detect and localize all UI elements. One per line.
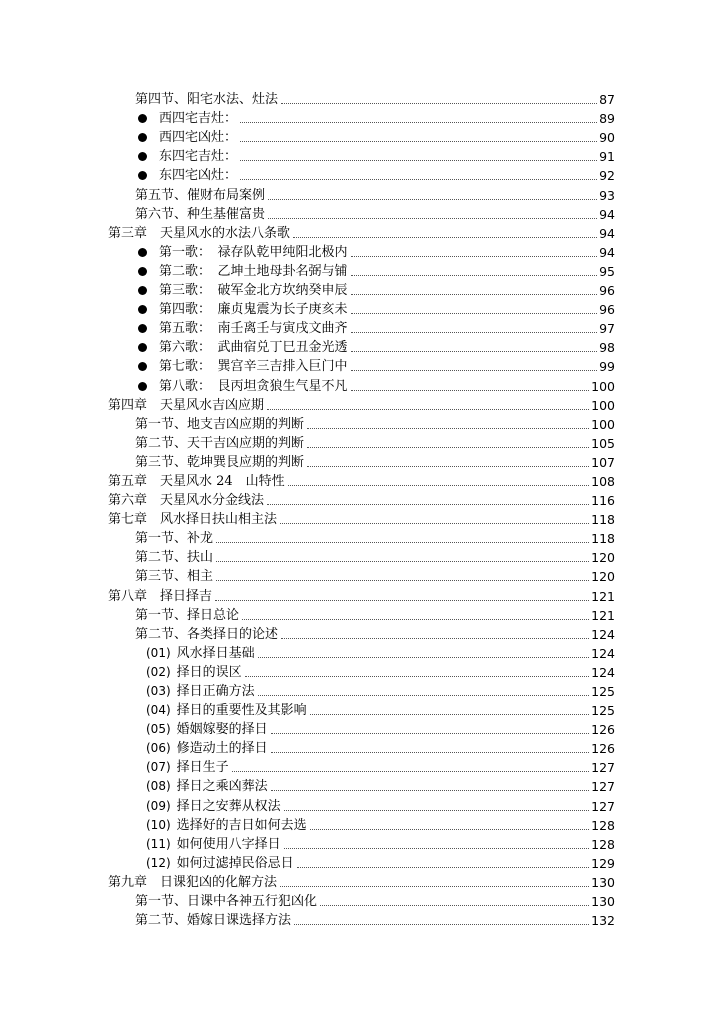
toc-entry-page: 126 xyxy=(591,741,615,757)
toc-entry-title: 如何过滤掉民俗忌日 xyxy=(176,855,294,871)
toc-entry-number: (04) xyxy=(146,703,171,718)
toc-entry-number: (11) xyxy=(146,836,171,851)
toc-entry-title: 第一节、补龙 xyxy=(135,531,214,547)
toc-entry-title: 第一歌： 禄存队乾甲纯阳北极内 xyxy=(159,244,348,260)
dot-leader xyxy=(240,122,597,123)
toc-entry-title: 婚姻嫁娶的择日 xyxy=(176,722,268,738)
toc-entry-page: 89 xyxy=(599,111,615,127)
toc-entry-title: 第五歌： 南壬离壬与寅戌文曲齐 xyxy=(159,321,348,337)
toc-entry-page: 124 xyxy=(591,664,615,680)
toc-entry-page: 125 xyxy=(591,684,615,699)
toc-entry-page: 94 xyxy=(599,244,615,260)
toc-entry-page: 125 xyxy=(591,703,615,719)
toc-entry-page: 118 xyxy=(591,531,615,547)
dot-leader xyxy=(271,790,589,791)
toc-entry-title: 西四宅凶灶： xyxy=(159,130,238,146)
toc-entry-page: 127 xyxy=(591,779,615,795)
toc-entry[interactable] xyxy=(108,241,615,260)
toc-entry[interactable] xyxy=(108,794,615,813)
dot-leader xyxy=(216,580,589,581)
toc-entry[interactable] xyxy=(108,737,615,756)
bullet-icon xyxy=(138,133,147,142)
toc-entry[interactable] xyxy=(108,260,615,279)
toc-entry-number: (05) xyxy=(146,722,171,737)
toc-entry-page: 121 xyxy=(591,607,615,623)
dot-leader xyxy=(351,275,598,276)
dot-leader xyxy=(280,886,589,887)
toc-entry[interactable] xyxy=(108,718,615,737)
toc-entry[interactable] xyxy=(108,565,615,584)
toc-entry[interactable] xyxy=(108,680,615,699)
toc-entry[interactable] xyxy=(108,394,615,413)
toc-entry-title: 风水择日基础 xyxy=(176,645,255,661)
dot-leader xyxy=(351,390,590,391)
toc-entry-title: 第八章 择日择吉 xyxy=(108,588,213,604)
dot-leader xyxy=(288,485,589,486)
toc-entry[interactable] xyxy=(108,623,615,642)
toc-entry[interactable] xyxy=(108,890,615,909)
toc-entry-page: 87 xyxy=(599,92,615,108)
dot-leader xyxy=(271,752,589,753)
dot-leader xyxy=(320,905,589,906)
dot-leader xyxy=(232,771,589,772)
toc-entry[interactable] xyxy=(108,88,615,107)
toc-entry-page: 97 xyxy=(599,321,615,337)
toc-entry-page: 94 xyxy=(599,206,615,222)
toc-entry-title: 东四宅凶灶： xyxy=(159,168,238,184)
toc-entry-page: 126 xyxy=(591,722,615,738)
toc-entry[interactable] xyxy=(108,527,615,546)
toc-entry[interactable] xyxy=(108,508,615,527)
toc-entry[interactable] xyxy=(108,661,615,680)
bullet-icon xyxy=(138,382,147,391)
toc-entry-title: 修造动土的择日 xyxy=(176,741,268,757)
dot-leader xyxy=(297,867,589,868)
toc-entry-page: 100 xyxy=(591,397,615,413)
toc-entry-title: 第二歌： 乙坤土地母卦名弼与铺 xyxy=(159,263,348,279)
dot-leader xyxy=(281,638,589,639)
toc-entry-page: 124 xyxy=(591,645,615,661)
toc-entry-title: 第二节、天干吉凶应期的判断 xyxy=(135,435,305,451)
toc-entry-page: 95 xyxy=(599,263,615,279)
toc-entry[interactable] xyxy=(108,317,615,336)
dot-leader xyxy=(215,600,589,601)
dot-leader xyxy=(258,695,589,696)
toc-entry-title: 第一节、择日总论 xyxy=(135,607,240,623)
toc-entry[interactable] xyxy=(108,145,615,164)
toc-entry-page: 105 xyxy=(591,435,615,451)
dot-leader xyxy=(284,848,589,849)
toc-entry[interactable] xyxy=(108,203,615,222)
toc-entry-title: 第九章 日课犯凶的化解方法 xyxy=(108,874,278,890)
toc-entry-title: 第七章 风水择日扶山相主法 xyxy=(108,512,278,528)
toc-entry[interactable] xyxy=(108,814,615,833)
toc-entry-title: 择日正确方法 xyxy=(176,684,255,699)
toc-entry-page: 99 xyxy=(599,359,615,375)
bullet-icon xyxy=(138,324,147,333)
toc-entry-page: 100 xyxy=(591,378,615,394)
toc-entry-page: 93 xyxy=(599,187,615,203)
dot-leader xyxy=(351,294,598,295)
toc-entry[interactable] xyxy=(108,489,615,508)
dot-leader xyxy=(351,256,598,257)
toc-entry[interactable] xyxy=(108,126,615,145)
dot-leader xyxy=(242,619,589,620)
toc-entry-number: (02) xyxy=(146,664,171,679)
toc-entry-page: 121 xyxy=(591,588,615,604)
dot-leader xyxy=(307,428,589,429)
toc-entry-page: 96 xyxy=(599,302,615,318)
toc-entry-title: 第四章 天星风水吉凶应期 xyxy=(108,397,265,413)
toc-entry-page: 116 xyxy=(591,493,615,509)
toc-entry-page: 98 xyxy=(599,340,615,356)
toc-entry-title: 第六歌： 武曲宿兑丁巳丑金光透 xyxy=(159,340,348,356)
dot-leader xyxy=(310,829,589,830)
toc-entry-page: 120 xyxy=(591,550,615,566)
toc-entry-number: (12) xyxy=(146,855,171,870)
toc-entry-title: 择日生子 xyxy=(176,760,229,776)
toc-entry-title: 择日的重要性及其影响 xyxy=(176,703,307,719)
toc-entry[interactable] xyxy=(108,642,615,661)
toc-entry-title: 第七歌： 巽宫辛三吉排入巨门中 xyxy=(159,359,348,375)
toc-entry[interactable] xyxy=(108,432,615,451)
dot-leader xyxy=(258,657,589,658)
toc-entry-title: 第五章 天星风水 24 山特性 xyxy=(108,473,285,489)
toc-entry-title: 第四节、阳宅水法、灶法 xyxy=(135,92,279,108)
toc-entry[interactable] xyxy=(108,871,615,890)
toc-entry[interactable] xyxy=(108,107,615,126)
dot-leader xyxy=(351,351,598,352)
bullet-icon xyxy=(138,343,147,352)
toc-entry-title: 如何使用八字择日 xyxy=(176,836,281,852)
toc-entry[interactable] xyxy=(108,413,615,432)
toc-entry-page: 94 xyxy=(599,225,615,241)
toc-entry[interactable] xyxy=(108,183,615,202)
dot-leader xyxy=(307,447,589,448)
toc-entry-title: 第二节、扶山 xyxy=(135,550,214,566)
table-of-contents xyxy=(108,88,615,928)
dot-leader xyxy=(294,924,589,925)
toc-entry-page: 128 xyxy=(591,817,615,833)
toc-entry-page: 92 xyxy=(599,168,615,184)
toc-entry-page: 129 xyxy=(591,855,615,871)
dot-leader xyxy=(240,179,597,180)
toc-entry-page: 120 xyxy=(591,569,615,585)
toc-entry-number: (01) xyxy=(146,645,171,660)
dot-leader xyxy=(280,523,589,524)
toc-entry-page: 91 xyxy=(599,149,615,165)
bullet-icon xyxy=(138,305,147,314)
toc-entry[interactable] xyxy=(108,470,615,489)
bullet-icon xyxy=(138,362,147,371)
toc-entry-number: (06) xyxy=(146,741,171,756)
toc-entry-title: 西四宅吉灶： xyxy=(159,111,238,127)
dot-leader xyxy=(284,810,589,811)
toc-entry[interactable] xyxy=(108,584,615,603)
dot-leader xyxy=(351,332,598,333)
toc-entry[interactable] xyxy=(108,833,615,852)
dot-leader xyxy=(293,237,597,238)
toc-entry-page: 128 xyxy=(591,836,615,852)
dot-leader xyxy=(310,714,589,715)
toc-entry-title: 第一节、地支吉凶应期的判断 xyxy=(135,416,305,432)
toc-entry-title: 择日之乘凶葬法 xyxy=(176,779,268,795)
toc-entry-page: 96 xyxy=(599,283,615,299)
dot-leader xyxy=(307,466,589,467)
toc-entry[interactable] xyxy=(108,336,615,355)
toc-entry-title: 第二节、各类择日的论述 xyxy=(135,626,279,642)
bullet-icon xyxy=(138,171,147,180)
dot-leader xyxy=(351,313,598,314)
dot-leader xyxy=(351,370,598,371)
toc-entry-title: 第二节、婚嫁日课选择方法 xyxy=(135,913,292,929)
bullet-icon xyxy=(138,286,147,295)
toc-entry[interactable] xyxy=(108,451,615,470)
toc-entry-number: (07) xyxy=(146,760,171,775)
dot-leader xyxy=(271,733,589,734)
toc-entry-title: 第四歌： 廉贞鬼震为长子庚亥未 xyxy=(159,302,348,318)
toc-entry-page: 108 xyxy=(591,473,615,489)
toc-entry-page: 130 xyxy=(591,874,615,890)
dot-leader xyxy=(240,160,597,161)
toc-entry-title: 第三章 天星风水的水法八条歌 xyxy=(108,225,291,241)
bullet-icon xyxy=(138,114,147,123)
toc-entry-title: 东四宅吉灶： xyxy=(159,149,238,165)
toc-entry[interactable] xyxy=(108,775,615,794)
toc-entry[interactable] xyxy=(108,279,615,298)
toc-entry-page: 118 xyxy=(591,512,615,528)
toc-entry-title: 第三节、乾坤巽艮应期的判断 xyxy=(135,454,305,470)
toc-entry[interactable] xyxy=(108,355,615,374)
dot-leader xyxy=(245,676,589,677)
toc-entry-number: (10) xyxy=(146,817,171,832)
bullet-icon xyxy=(138,152,147,161)
toc-entry[interactable] xyxy=(108,756,615,775)
dot-leader xyxy=(281,103,597,104)
toc-entry-title: 择日之安葬从权法 xyxy=(176,798,281,814)
toc-entry-title: 第八歌： 艮丙坦贪狼生气星不凡 xyxy=(159,378,348,394)
toc-entry[interactable] xyxy=(108,222,615,241)
toc-entry-page: 127 xyxy=(591,798,615,814)
toc-entry[interactable] xyxy=(108,298,615,317)
toc-entry-page: 127 xyxy=(591,760,615,776)
toc-entry-title: 选择好的吉日如何去选 xyxy=(176,817,307,833)
toc-entry-page: 100 xyxy=(591,416,615,432)
dot-leader xyxy=(216,542,589,543)
toc-entry-title: 第一节、日课中各神五行犯凶化 xyxy=(135,894,318,910)
dot-leader xyxy=(268,218,597,219)
toc-entry[interactable] xyxy=(108,699,615,718)
toc-entry-page: 90 xyxy=(599,130,615,146)
dot-leader xyxy=(267,504,589,505)
dot-leader xyxy=(240,141,597,142)
toc-entry-number: (09) xyxy=(146,798,171,813)
toc-entry-title: 第六章 天星风水分金线法 xyxy=(108,493,265,509)
toc-entry-title: 第三歌： 破军金北方坎纳癸申辰 xyxy=(159,283,348,299)
toc-entry-page: 132 xyxy=(591,913,615,929)
toc-entry-number: (08) xyxy=(146,779,171,794)
toc-entry-title: 第六节、种生基催富贵 xyxy=(135,206,266,222)
dot-leader xyxy=(268,199,597,200)
toc-entry-page: 130 xyxy=(591,894,615,910)
dot-leader xyxy=(216,561,589,562)
toc-entry[interactable] xyxy=(108,164,615,183)
toc-entry[interactable] xyxy=(108,604,615,623)
bullet-icon xyxy=(138,248,147,257)
toc-entry-page: 107 xyxy=(591,454,615,470)
toc-entry-page: 124 xyxy=(591,626,615,642)
toc-entry[interactable] xyxy=(108,909,615,928)
toc-entry-title: 第三节、相主 xyxy=(135,569,214,585)
toc-entry-title: 第五节、催财布局案例 xyxy=(135,187,266,203)
toc-entry[interactable] xyxy=(108,546,615,565)
dot-leader xyxy=(267,409,589,410)
toc-entry[interactable] xyxy=(108,852,615,871)
toc-entry[interactable] xyxy=(108,374,615,393)
toc-entry-number: (03) xyxy=(146,684,171,698)
toc-entry-title: 择日的误区 xyxy=(176,664,242,680)
bullet-icon xyxy=(138,267,147,276)
